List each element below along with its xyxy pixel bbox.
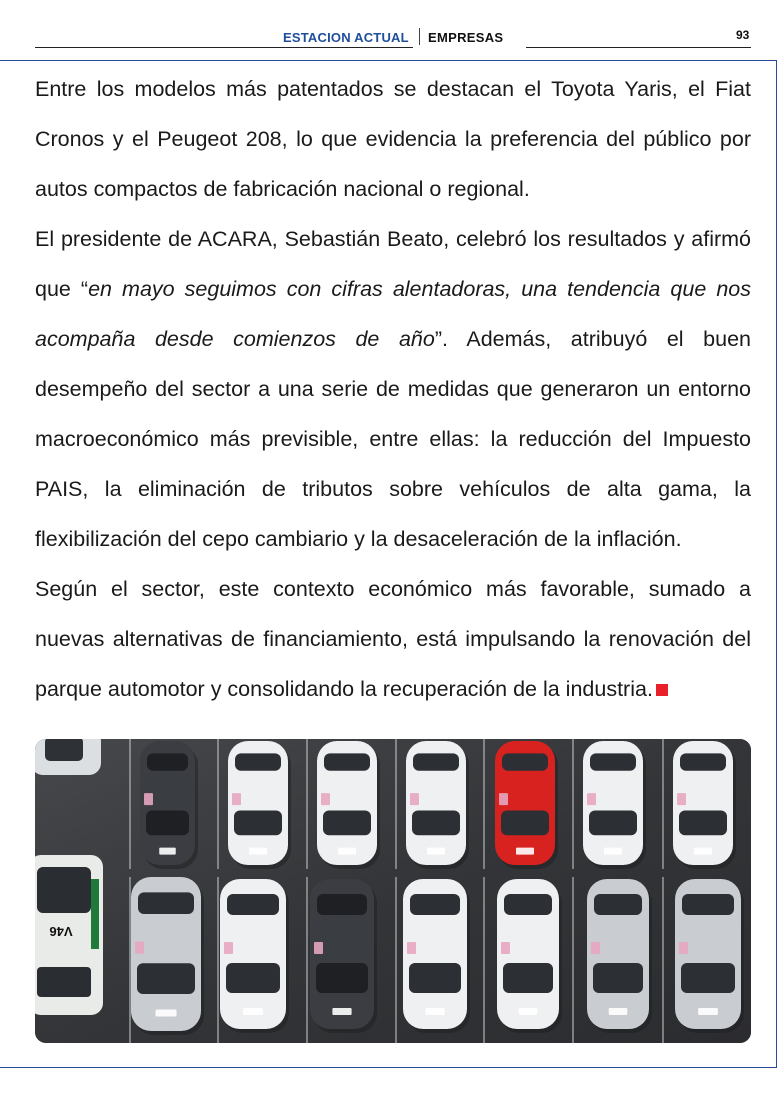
- car: [406, 741, 469, 869]
- car: [317, 741, 380, 869]
- car: [220, 879, 289, 1033]
- car: [495, 741, 558, 869]
- paragraph-3: [35, 564, 751, 714]
- car: [403, 879, 470, 1033]
- car: [673, 741, 736, 869]
- article-body: [35, 64, 751, 714]
- van-plate: V46: [49, 924, 73, 939]
- end-mark-icon: [656, 684, 668, 696]
- header-separator: [419, 28, 420, 45]
- paragraph-2-rest: ”. Además, atribuyó el buen desempeño del sector a una serie de medidas que generaron un entorno macroeconómico más previsible, entre ellas: la reducción del Impuesto PAIS, la eliminación de tributos sobre vehículos de alta gama, la flexibilización del cepo cambiario y la desaceleración de la inflación.: [35, 327, 751, 551]
- car: [675, 879, 744, 1033]
- car: [587, 879, 652, 1033]
- car: [228, 741, 291, 869]
- header-rule-right: [526, 47, 751, 48]
- car: [583, 741, 646, 869]
- paragraph-2: [35, 214, 751, 564]
- car: [497, 879, 562, 1033]
- quote: en mayo seguimos con cifras alentadoras, una tendencia que nos acompaña desde comienzos de año: [35, 277, 751, 351]
- van-stripe: [91, 879, 99, 949]
- page-header: [0, 0, 779, 60]
- paragraph-3-text: Según el sector, este contexto económico más favorable, sumado a nuevas alternativas de financiamiento, está impulsando la renovación del parque automotor y consolidando la recuperación de la industria.: [35, 577, 751, 701]
- header-rule-left: [35, 47, 413, 48]
- van-rear-window: [37, 967, 91, 997]
- parking-lot-photo: [35, 739, 751, 1043]
- van-windshield: [37, 867, 91, 913]
- car: [310, 879, 377, 1033]
- page-number: 93: [736, 28, 750, 42]
- van: [35, 855, 103, 1015]
- car: [140, 741, 198, 869]
- publication-section: ESTACION ACTUAL: [283, 30, 409, 45]
- small-car-top-left: [35, 739, 101, 775]
- parking-lot-illustration: [35, 739, 751, 1043]
- car: [131, 877, 204, 1035]
- paragraph-1: Entre los modelos más patentados se destacan el Toyota Yaris, el Fiat Cronos y el Peugeot 208, lo que evidencia la preferencia del público por autos compactos de fabricación nacional o regional.: [35, 77, 751, 201]
- category-label: EMPRESAS: [428, 30, 504, 45]
- paragraph-2-lead: El presidente de ACARA, Sebastián Beato, celebró los resultados y afirmó que “: [35, 227, 751, 301]
